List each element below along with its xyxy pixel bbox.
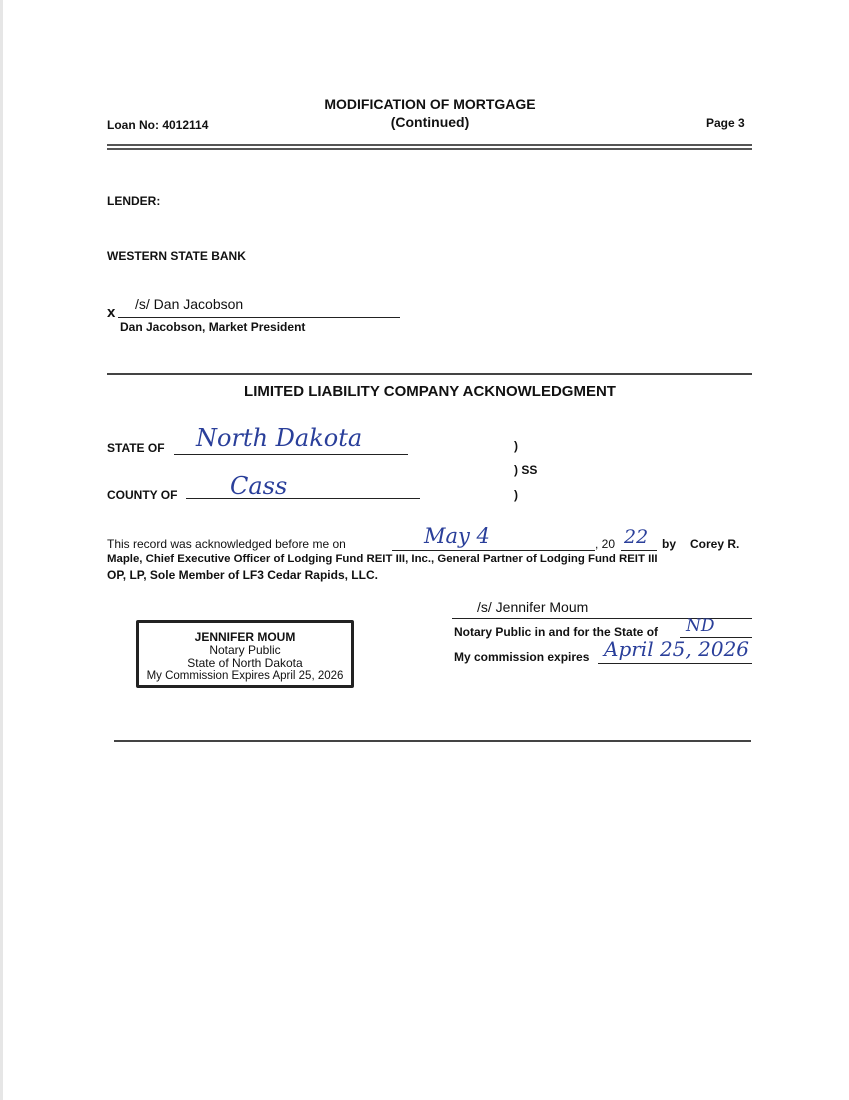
signature-x-mark: x (107, 304, 116, 321)
loan-number: Loan No: 4012114 (107, 118, 209, 132)
page-number: Page 3 (706, 116, 745, 130)
commission-handwritten-value: April 25, 2026 (604, 637, 750, 661)
header-double-rule (107, 144, 752, 150)
lender-label: LENDER: (107, 194, 161, 208)
acknowledged-text: This record was acknowledged before me on (107, 537, 346, 551)
date-line (392, 550, 595, 551)
stamp-expiry: My Commission Expires April 25, 2026 (146, 670, 344, 682)
state-handwritten-value: North Dakota (196, 424, 363, 452)
ss-label: ) SS (514, 463, 538, 477)
year-line (621, 550, 657, 551)
date-handwritten-value: May 4 (424, 524, 490, 548)
year-handwritten-value: 22 (624, 526, 649, 548)
paren-bottom: ) (514, 488, 518, 502)
signer-name-start: Corey R. (690, 537, 740, 551)
section-divider (107, 373, 752, 375)
notary-public-label: Notary Public in and for the State of (454, 625, 659, 639)
stamp-state: State of North Dakota (187, 656, 303, 670)
notary-stamp (136, 620, 354, 688)
commission-line (598, 663, 752, 664)
acknowledgment-line-2: Maple, Chief Executive Officer of Lodging Fund REIT III, Inc., General Partner of Lodging Fund REIT III (107, 553, 658, 565)
lender-signature: /s/ Dan Jacobson (135, 296, 244, 312)
county-label: COUNTY OF (107, 488, 178, 502)
lender-name: WESTERN STATE BANK (107, 249, 246, 263)
page-edge (0, 0, 3, 1100)
county-handwritten-value: Cass (230, 472, 288, 500)
county-line (186, 498, 420, 499)
acknowledgment-line-3: OP, LP, Sole Member of LF3 Cedar Rapids, LLC. (107, 568, 378, 582)
state-label: STATE OF (107, 441, 165, 455)
year-prefix: , 20 (595, 537, 616, 551)
document-title: MODIFICATION OF MORTGAGE (324, 96, 536, 112)
paren-top: ) (514, 439, 518, 453)
commission-label: My commission expires (454, 650, 590, 664)
state-line (174, 454, 408, 455)
stamp-role: Notary Public (209, 643, 281, 657)
by-word: by (662, 537, 677, 551)
footer-rule (114, 740, 751, 742)
lender-signature-line (118, 317, 400, 318)
stamp-name: JENNIFER MOUM (194, 630, 296, 644)
notary-state-handwritten: ND (686, 616, 715, 636)
acknowledgment-title: LIMITED LIABILITY COMPANY ACKNOWLEDGMENT (244, 383, 616, 400)
document-subtitle: (Continued) (390, 114, 470, 130)
notary-signature: /s/ Jennifer Moum (477, 599, 589, 615)
lender-signer-title: Dan Jacobson, Market President (120, 320, 306, 334)
